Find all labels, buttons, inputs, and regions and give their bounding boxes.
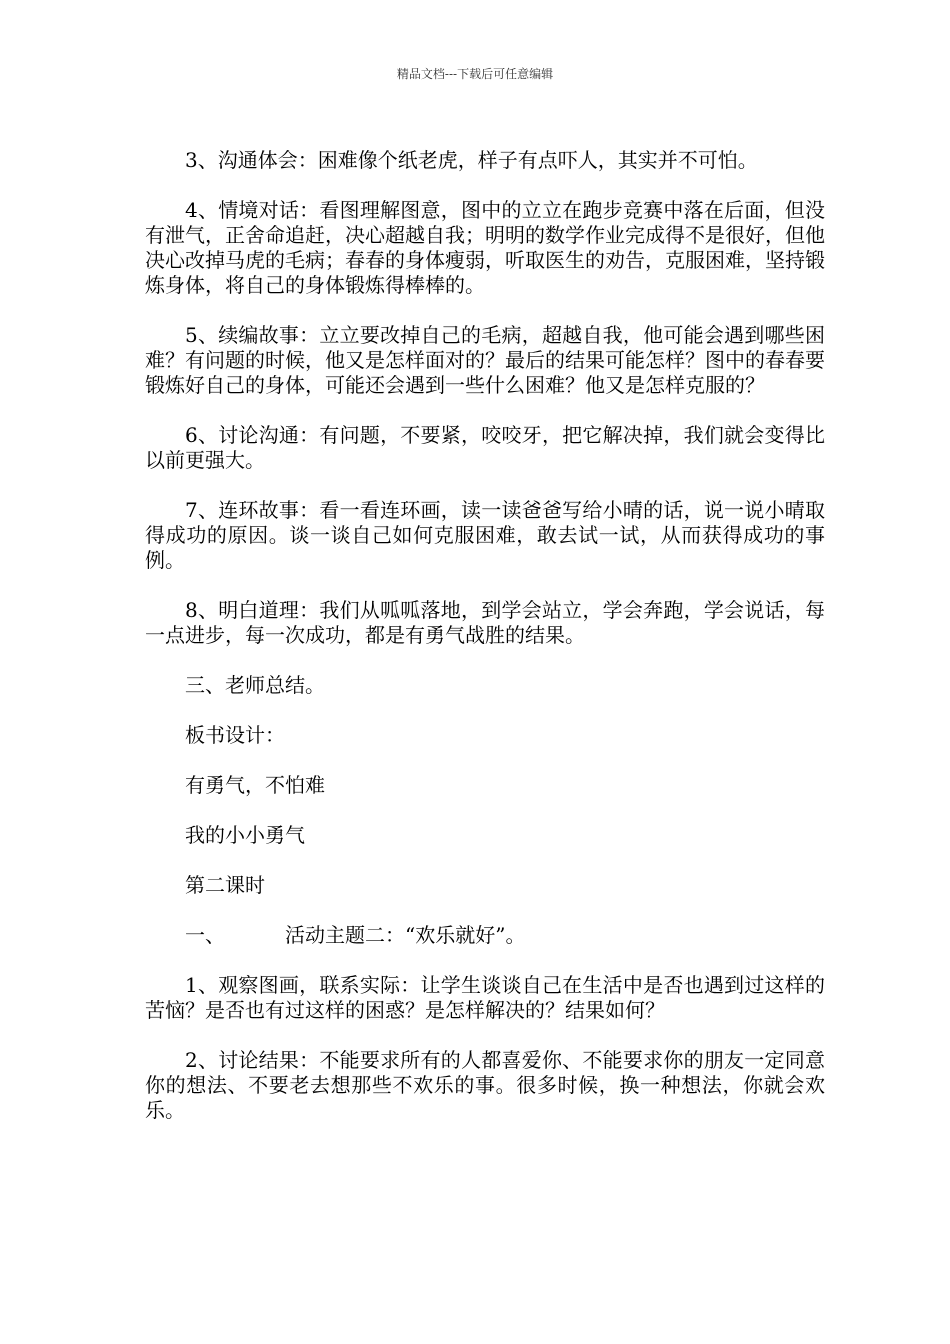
- paragraph-discuss-result: 2、讨论结果：不能要求所有的人都喜爱你、不能要求你的朋友一定同意你的想法、不要老去想那些不欢乐的事。很多时候，换一种想法，你就会欢乐。: [145, 1048, 825, 1122]
- page-header: 精品文档---下载后可任意编辑: [396, 67, 554, 81]
- board-line-2: 我的小小勇气: [185, 823, 305, 847]
- teacher-summary-heading: 三、老师总结。: [185, 673, 325, 697]
- paragraph-4: 4、情境对话：看图理解图意，图中的立立在跑步竞赛中落在后面，但没有泄气，正舍命追赶，决心超越自我；明明的数学作业完成得不是很好，但他决心改掉马虎的毛病；春春的身体瘦弱，听取医生的劝告，克服困难，坚持锻炼身体，将自己的身体锻炼得棒棒的。: [145, 198, 825, 297]
- section-heading: [145, 923, 825, 948]
- paragraph-observe: 1、观察图画，联系实际：让学生谈谈自己在生活中是否也遇到过这样的苦恼？是否也有过这样的困惑？是怎样解决的？结果如何？: [145, 973, 825, 1022]
- paragraph-8: 8、明白道理：我们从呱呱落地，到学会站立，学会奔跑，学会说话，每一点进步，每一次成功，都是有勇气战胜的结果。: [145, 598, 825, 647]
- board-design-heading: 板书设计：: [185, 723, 285, 747]
- second-lesson-heading: 第二课时: [185, 873, 265, 897]
- paragraph-5: 5、续编故事：立立要改掉自己的毛病，超越自我，他可能会遇到哪些困难？有问题的时候，他又是怎样面对的？最后的结果可能怎样？图中的春春要锻炼好自己的身体，可能还会遇到一些什么困难？他又是怎样克服的？: [145, 323, 825, 397]
- section-title: 活动主题二：“欢乐就好”。: [285, 923, 526, 947]
- paragraph-6: 6、讨论沟通：有问题，不要紧，咬咬牙，把它解决掉，我们就会变得比以前更强大。: [145, 423, 825, 472]
- document-body: [145, 148, 825, 1148]
- board-line-1: 有勇气，不怕难: [185, 773, 325, 797]
- paragraph-3: 3、沟通体会：困难像个纸老虎，样子有点吓人，其实并不可怕。: [185, 148, 758, 172]
- paragraph-7: 7、连环故事：看一看连环画，读一读爸爸写给小晴的话，说一说小晴取得成功的原因。谈一谈自己如何克服困难，敢去试一试，从而获得成功的事例。: [145, 498, 825, 572]
- section-number: 一、: [185, 923, 225, 947]
